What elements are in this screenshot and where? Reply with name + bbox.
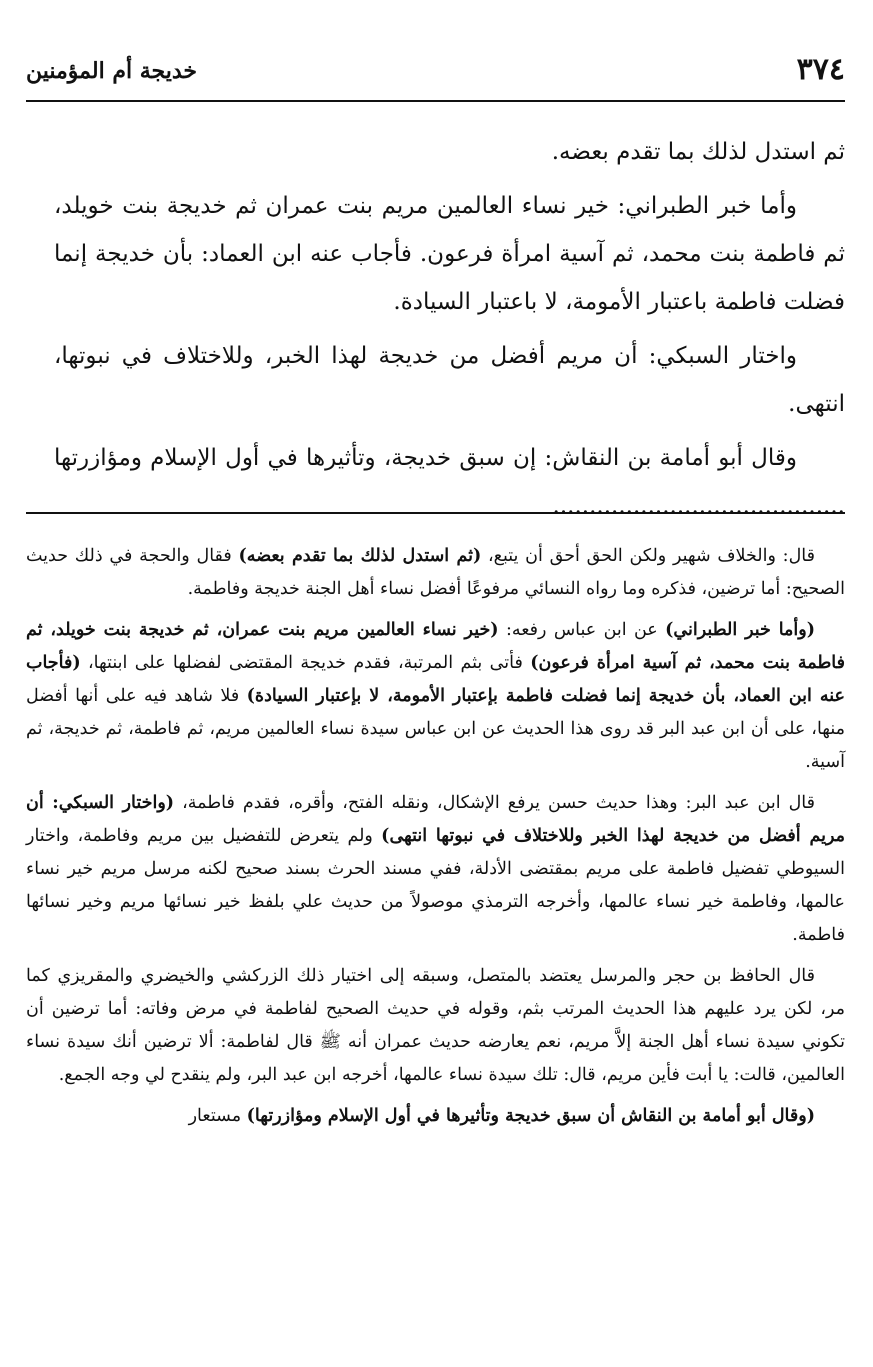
header-rule bbox=[26, 100, 845, 102]
commentary-text: فقال والحجة في ذلك حديث الصحيح: أما ترضين، فذكره وما رواه النسائي مرفوعًا أفضل نساء أهل الجنة خديجة وفاطمة. bbox=[26, 546, 845, 599]
commentary-text: قال الحافظ بن حجر والمرسل يعتضد بالمتصل، وسبقه إلى اختيار ذلك الزركشي والخيضري والمقريزي كما مر، لكن يرد عليهم هذا الحديث المرتب بثم، وقوله في حديث الصحيح لفاطمة في مرض وفاته: أما ترضين أن تكوني سيدة نساء أهل الجنة إلاَّ مريم، نعم يعارضه حديث عمران أنه ﷺ قال لفاطمة: ألا ترضين أنك سيدة نساء العالمين، قالت: يا أبت فأين مريم، قال: تلك سيدة نساء عالمها، أخرجه ابن عبد البر، ولم ينقدح لي وجه الجمع. bbox=[26, 966, 845, 1085]
commentary-paragraph bbox=[26, 1100, 845, 1133]
quoted-matn: (وأما خبر الطبراني) bbox=[665, 620, 815, 640]
commentary-text: فأتى بثم المرتبة، فقدم خديجة المقتضى لفضلها على ابنتها، bbox=[80, 653, 531, 673]
page-header bbox=[26, 50, 845, 90]
commentary-text: قال ابن عبد البر: وهذا حديث حسن يرفع الإشكال، ونقله الفتح، وأقره، فقدم فاطمة، bbox=[174, 793, 815, 813]
main-paragraph: وأما خبر الطبراني: خير نساء العالمين مريم بنت عمران ثم خديجة بنت خويلد، ثم فاطمة بنت محمد، ثم آسية امرأة فرعون. فأجاب عنه ابن العماد: بأن خديجة إنما فضلت فاطمة باعتبار الأمومة، لا باعتبار السيادة. bbox=[54, 193, 845, 315]
section-divider bbox=[26, 512, 845, 514]
quoted-matn: (وقال أبو أمامة بن النقاش أن سبق خديجة وتأثيرها في أول الإسلام ومؤازرتها) bbox=[246, 1106, 815, 1126]
main-text bbox=[54, 128, 845, 530]
commentary-text: فلا شاهد فيه على أنها أفضل منها، على أن ابن عبد البر قد روى هذا الحديث عن ابن عباس سيدة نساء العالمين مريم، ثم فاطمة، ثم خديجة، ثم آسية. bbox=[26, 686, 845, 772]
commentary-text: ولم يتعرض للتفضيل بين مريم وفاطمة، واختار السيوطي تفضيل فاطمة على مريم بمقتضى الأدلة، ففي مسند الحرث بسند صحيح لكنه مرسل مريم خير نساء عالمها، وفاطمة خير نساء عالمها، وأخرجه الترمذي موصولاً من حديث علي بلفظ خير نسائها مريم وخير نسائها فاطمة. bbox=[26, 826, 845, 945]
commentary-paragraph bbox=[26, 960, 845, 1092]
commentary-text: قال: والخلاف شهير ولكن الحق أحق أن يتبع، bbox=[481, 546, 815, 566]
quoted-matn: (فأجاب عنه ابن العماد، بأن خديجة إنما فضلت فاطمة بإعتبار الأمومة، لا بإعتبار السيادة) bbox=[26, 653, 845, 706]
commentary-paragraph bbox=[26, 614, 845, 779]
page-number: ٣٧٤ bbox=[796, 52, 845, 87]
running-title: خديجة أم المؤمنين bbox=[26, 58, 198, 84]
quoted-matn: (واختار السبكي: أن مريم أفضل من خديجة لهذا الخبر وللاختلاف في نبوتها انتهى) bbox=[26, 793, 845, 846]
continuation-dots: ........................................ bbox=[552, 493, 845, 519]
commentary bbox=[26, 540, 845, 1133]
main-paragraph bbox=[54, 434, 845, 530]
commentary-text: مستعار bbox=[188, 1106, 247, 1126]
commentary-text: عن ابن عباس رفعه: bbox=[498, 620, 666, 640]
main-paragraph: واختار السبكي: أن مريم أفضل من خديجة لهذا الخبر، وللاختلاف في نبوتها، انتهى. bbox=[54, 343, 845, 417]
main-paragraph: ثم استدل لذلك بما تقدم بعضه. bbox=[551, 139, 845, 165]
main-paragraph-text: وقال أبو أمامة بن النقاش: إن سبق خديجة، وتأثيرها في أول الإسلام ومؤازرتها bbox=[54, 445, 797, 471]
commentary-paragraph bbox=[26, 787, 845, 952]
quoted-matn: (ثم استدل لذلك بما تقدم بعضه) bbox=[238, 546, 482, 566]
commentary-paragraph bbox=[26, 540, 845, 606]
quoted-matn: (خير نساء العالمين مريم بنت عمران، ثم خديجة بنت خويلد، ثم فاطمة بنت محمد، ثم آسية امرأة فرعون) bbox=[26, 620, 845, 673]
